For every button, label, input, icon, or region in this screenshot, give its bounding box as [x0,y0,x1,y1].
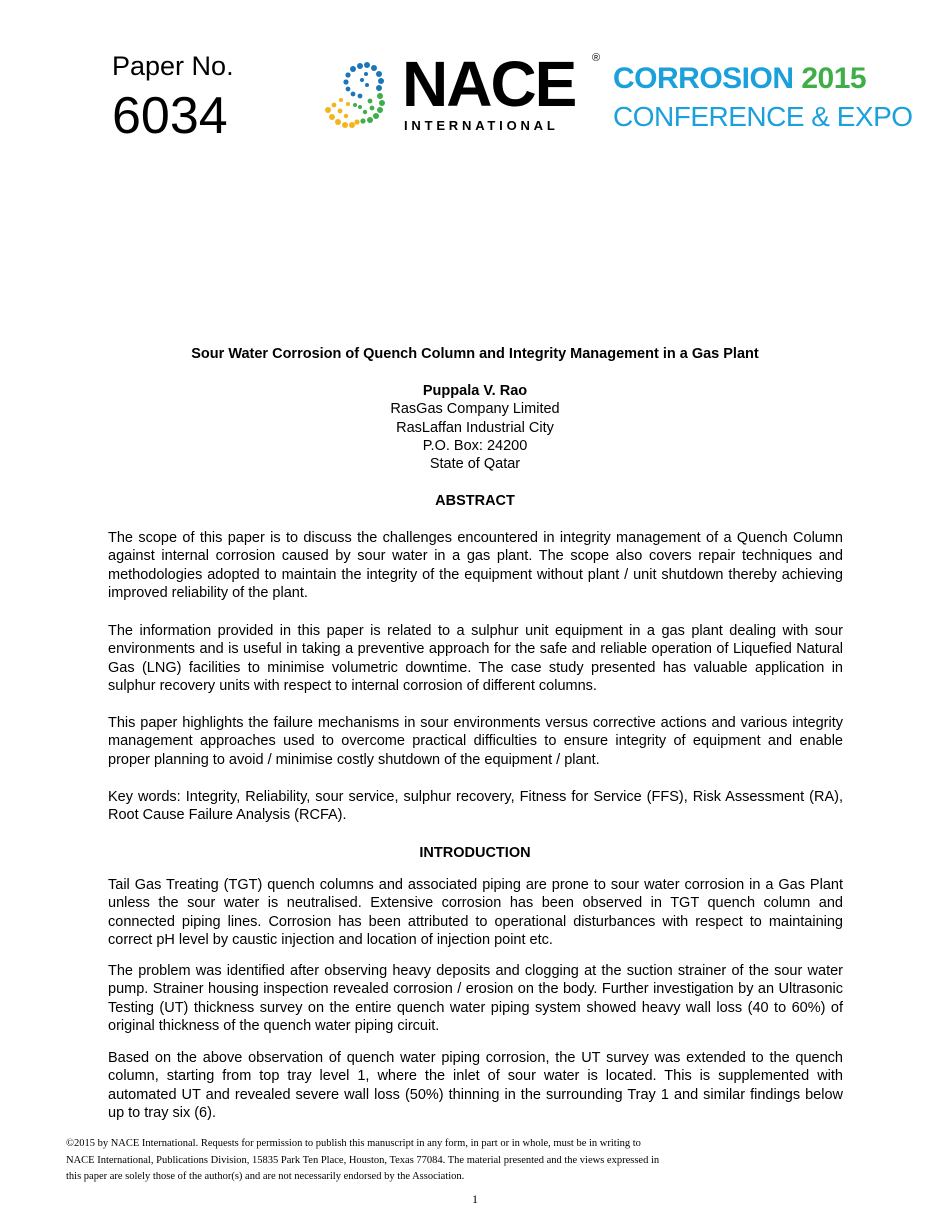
copyright-line: ©2015 by NACE International. Requests for permission to publish this manuscript in any form, in part or in whole, must be in writing to [66,1138,641,1149]
registered-mark: ® [592,52,601,64]
conference-subtitle: CONFERENCE & EXPO [613,101,913,132]
abstract-paragraph: The information provided in this paper is related to a sulphur unit equipment in a gas plant dealing with sour environments and is useful in taking a preventive approach for the safe and reliable operation of Liquefied Natural Gas (LNG) facilities to minimise volumetric downtime. The case study presented has valuable application in sulphur recovery units with respect to internal corrosion of different columns. [108,623,843,695]
abstract-heading: ABSTRACT [435,493,515,509]
author-country: State of Qatar [429,456,521,473]
paper-number-label: Paper No. [112,51,234,81]
author-po-box: P.O. Box: 24200 [422,437,528,454]
conference-title [613,62,866,96]
abstract-paragraph: This paper highlights the failure mechanisms in sour environments versus corrective actions and various integrity management approaches used to overcome practical difficulties to ensure integrity of equipment and enable proper planning to avoid / minimise costly shutdown of the equipment / plant. [108,715,843,768]
paper-number: 6034 [112,87,228,145]
nace-logo-icon [322,58,400,134]
abstract-paragraph: The scope of this paper is to discuss the challenges encountered in integrity management of a Quench Column against internal corrosion caused by sour water in a gas plant. The scope also covers repair techniques and methodologies adopted to maintain the integrity of the equipment without plant / unit shutdown thereby achieving improved reliability of the plant. [108,530,843,602]
nace-international-text: INTERNATIONAL [404,118,559,133]
author-company: RasGas Company Limited [390,401,560,418]
copyright-notice [66,1136,786,1186]
page-number: 1 [472,1192,478,1206]
author-city: RasLaffan Industrial City [396,419,554,436]
keywords-paragraph: Key words: Integrity, Reliability, sour service, sulphur recovery, Fitness for Service (FFS), Risk Assessment (RA), Root Cause Failure Analysis (RCFA). [108,789,843,824]
introduction-heading: INTRODUCTION [419,845,531,861]
author-block [0,382,950,473]
author-name: Puppala V. Rao [422,383,528,399]
conference-year: 2015 [801,62,867,95]
nace-logo-text: NACE [402,48,576,120]
paper-title: Sour Water Corrosion of Quench Column and Integrity Management in a Gas Plant [191,346,759,362]
copyright-line: NACE International, Publications Division, 15835 Park Ten Place, Houston, Texas 77084. The material presented and the views expressed in [66,1154,660,1166]
conference-word: CORROSION [613,62,794,95]
introduction-paragraph: The problem was identified after observing heavy deposits and clogging at the suction strainer of the sour water pump. Strainer housing inspection revealed corrosion / erosion on the body. Further investigation by an Ultrasonic Testing (UT) thickness survey on the entire quench water piping system showed heavy wall loss (40 to 60%) of original thickness of the quench water piping circuit. [108,963,843,1035]
introduction-paragraph: Based on the above observation of quench water piping corrosion, the UT survey was extended to the quench column, starting from top tray level 1, where the inlet of sour water is located. This is supplemented with automated UT and revealed severe wall loss (50%) thinning in the surrounding Tray 1 and similar findings below up to tray six (6). [108,1050,843,1122]
introduction-paragraph: Tail Gas Treating (TGT) quench columns and associated piping are prone to sour water corrosion in a Gas Plant unless the sour water is neutralised. Extensive corrosion has been observed in TGT quench column and connected piping lines. Corrosion has been attributed to operational disturbances with respect to maintaining correct pH level by caustic injection and location of injection point etc. [108,877,843,949]
copyright-line: this paper are solely those of the author(s) and are not necessarily endorsed by the Association. [66,1171,465,1182]
